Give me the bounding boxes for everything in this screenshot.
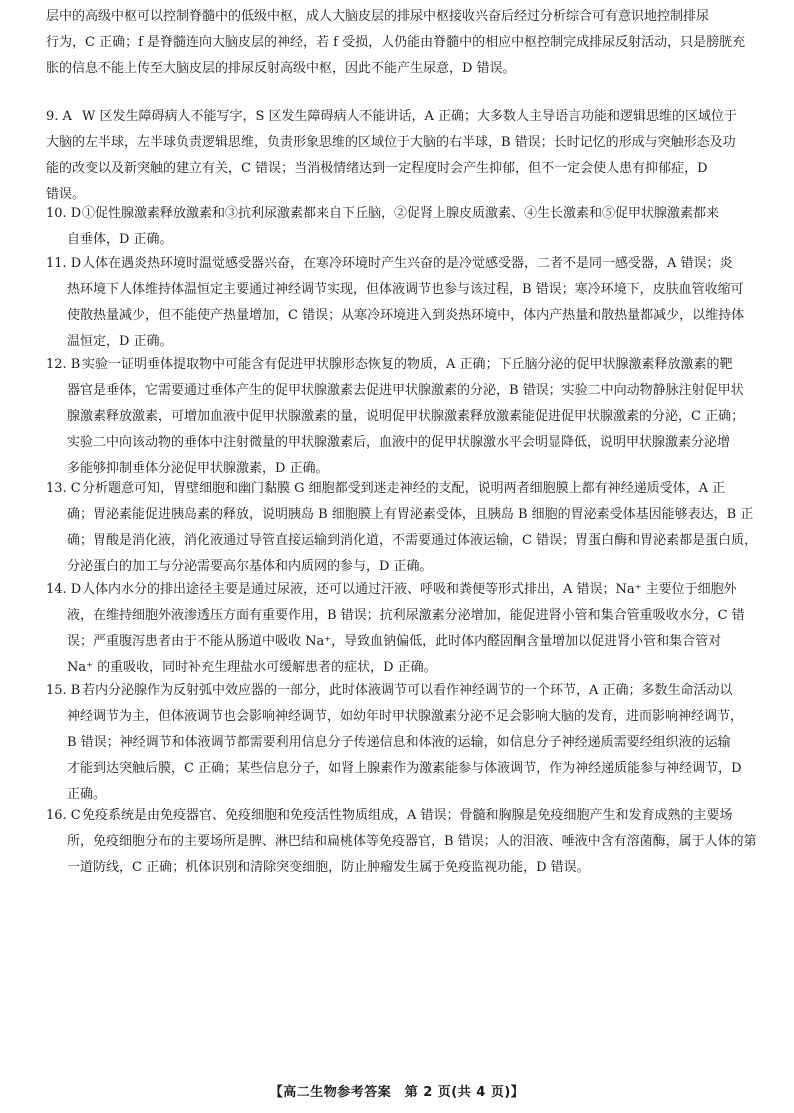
answer-first-line [46,806,768,826]
answer-line: 使散热量减少，但不能使产热量增加，C 错误；从寒冷环境进入到炎热环境中，体内产热量和散热量都减少，以维持体 [67,308,745,323]
answer-line: 一道防线，C 正确；机体识别和清除突变细胞，防止肿瘤发生属于免疫监视功能，D 错误。 [67,860,590,875]
answer-first-line [46,681,768,701]
answer-first-line [46,355,768,375]
answer-number: 15. B [46,683,81,698]
answer-11 [46,254,768,352]
answer-line: 多能够抑制垂体分泌促甲状腺激素，D 正确。 [67,461,329,476]
answer-number: 14. D [46,582,82,597]
answer-text: ①促性腺激素释放激素和③抗利尿激素都来自下丘脑，②促肾上腺皮质激素、④生长激素和⑤促甲状腺激素都来 [82,206,720,221]
answer-line: Na⁺ 的重吸收，同时补充生理盐水可缓解患者的症状，D 正确。 [67,660,437,675]
answer-9 [46,107,768,205]
answer-line: 能的改变以及新突触的建立有关，C 错误；当消极情绪达到一定程度时会产生抑郁，但不一定会使人患有抑郁症，D [46,161,708,176]
answer-text: 人体在遇炎热环境时温觉感受器兴奋，在寒冷环境时产生兴奋的是冷觉感受器，二者不是同一感受器，A 错误；炎 [82,256,733,271]
answer-line: 才能到达突触后膜，C 正确；某些信息分子，如肾上腺素作为激素能参与体液调节，作为神经递质能参与神经调节，D [67,761,742,776]
answer-12 [46,355,768,479]
answer-14 [46,580,768,678]
answer-line: 所，免疫细胞分布的主要场所是脾、淋巴结和扁桃体等免疫器官，B 错误；人的泪液、唾液中含有溶菌酶，属于人体的第 [67,834,757,849]
answer-13 [46,479,768,577]
answer-line: 神经调节为主，但体液调节也会影响神经调节，如幼年时甲状腺激素分泌不足会影响大脑的发育，进而影响神经调节， [67,709,744,724]
answer-text: W 区发生障碍病人不能写字，S 区发生障碍病人不能讲话，A 正确；大多数人主导语言功能和逻辑思维的区域位于 [82,109,738,124]
answer-line: 错误。 [46,187,86,202]
intro-line: 胀的信息不能上传至大脑皮层的排尿反射高级中枢，因此不能产生尿意，D 错误。 [46,61,516,76]
answer-number: 10. D [46,206,82,221]
answer-line: 误；严重腹泻患者由于不能从肠道中吸收 Na⁺，导致血钠偏低，此时体内醛固酮含量增加以促进肾小管和集合管对 [67,634,722,649]
answer-line: 分泌蛋白的加工与分泌需要高尔基体和内质网的参与，D 正确。 [67,559,433,574]
answer-number: 16. C [46,808,81,823]
answer-text: 免疫系统是由免疫器官、免疫细胞和免疫活性物质组成，A 错误；骨髓和胸腺是免疫细胞产生和发育成熟的主要场 [82,808,733,823]
answer-10 [46,204,768,250]
answer-text: 若内分泌腺作为反射弧中效应器的一部分，此时体液调节可以看作神经调节的一个环节，A 正确；多数生命活动以 [82,683,733,698]
answer-first-line [46,107,768,127]
answer-text: 人体内水分的排出途径主要是通过尿液，还可以通过汗液、呼吸和粪便等形式排出，A 错误；Na⁺ 主要位于细胞外 [82,582,737,597]
intro-paragraph [46,7,768,79]
intro-line: 行为，C 正确；f 是脊髓连向大脑皮层的神经，若 f 受损，人仍能由脊髓中的相应中枢控制完成排尿反射活动，只是膀胱充 [46,35,746,50]
answer-line: B 错误；神经调节和体液调节都需要利用信息分子传递信息和体液的运输，如信息分子神经递质需要经组织液的运输 [67,735,731,750]
intro-line: 层中的高级中枢可以控制脊髓中的低级中枢，成人大脑皮层的排尿中枢接收兴奋后经过分析综合可有意识地控制排尿 [46,9,710,24]
answer-line: 器官是垂体，它需要通过垂体产生的促甲状腺激素去促进甲状腺激素的分泌，B 错误；实验二中向动物静脉注射促甲状 [67,383,744,398]
answer-number: 12. B [46,357,81,372]
answer-number: 13. C [46,481,81,496]
answer-line: 正确。 [67,787,107,802]
answer-line: 液，在维持细胞外液渗透压方面有重要作用，B 错误；抗利尿激素分泌增加，能促进肾小管和集合管重吸收水分，C 错 [67,608,745,623]
answer-line: 自垂体，D 正确。 [67,232,173,247]
answer-line: 实验二中向该动物的垂体中注射微量的甲状腺激素后，血液中的促甲状腺激水平会明显降低，说明甲状腺激素分泌增 [67,435,731,450]
answer-15 [46,681,768,805]
answer-line: 热环境下人体维持体温恒定主要通过神经调节实现，但体液调节也参与该过程，B 错误；寒冷环境下，皮肤血管收缩可 [67,282,744,297]
answer-line: 腺激素释放激素，可增加血液中促甲状腺激素的量，说明促甲状腺激素释放激素能促进促甲状腺激素的分泌，C 正确； [67,409,745,424]
answer-first-line [46,580,768,600]
answer-line: 确；胃泌素能促进胰岛素的释放，说明胰岛 B 细胞膜上有胃泌素受体，且胰岛 B 细胞的胃泌素受体基因能够表达，B 正 [67,507,754,522]
answer-line: 确；胃酸是消化液，消化液通过导管直接运输到消化道，不需要通过体液运输，C 错误；胃蛋白酶和胃泌素都是蛋白质， [67,533,758,548]
answer-text: 分析题意可知，胃壁细胞和幽门黏膜 G 细胞都受到迷走神经的支配，说明两者细胞膜上都有神经递质受体，A 正 [82,481,726,496]
answer-first-line [46,479,768,499]
answer-first-line [46,204,768,224]
answer-text: 实验一证明垂体提取物中可能含有促进甲状腺形态恢复的物质，A 正确；下丘脑分泌的促甲状腺激素释放激素的靶 [82,357,733,372]
answer-line: 温恒定，D 正确。 [67,334,173,349]
answer-number: 11. D [46,256,82,271]
page-footer: 【高二生物参考答案 第 2 页(共 4 页)】 [269,1085,525,1100]
answer-line: 大脑的左半球，左半球负责逻辑思维，负责形象思维的区域位于大脑的右半球，B 错误；长时记忆的形成与突触形态及功 [46,135,736,150]
answer-16 [46,806,768,878]
answer-first-line [46,254,768,274]
answer-number: 9. A [46,109,72,124]
